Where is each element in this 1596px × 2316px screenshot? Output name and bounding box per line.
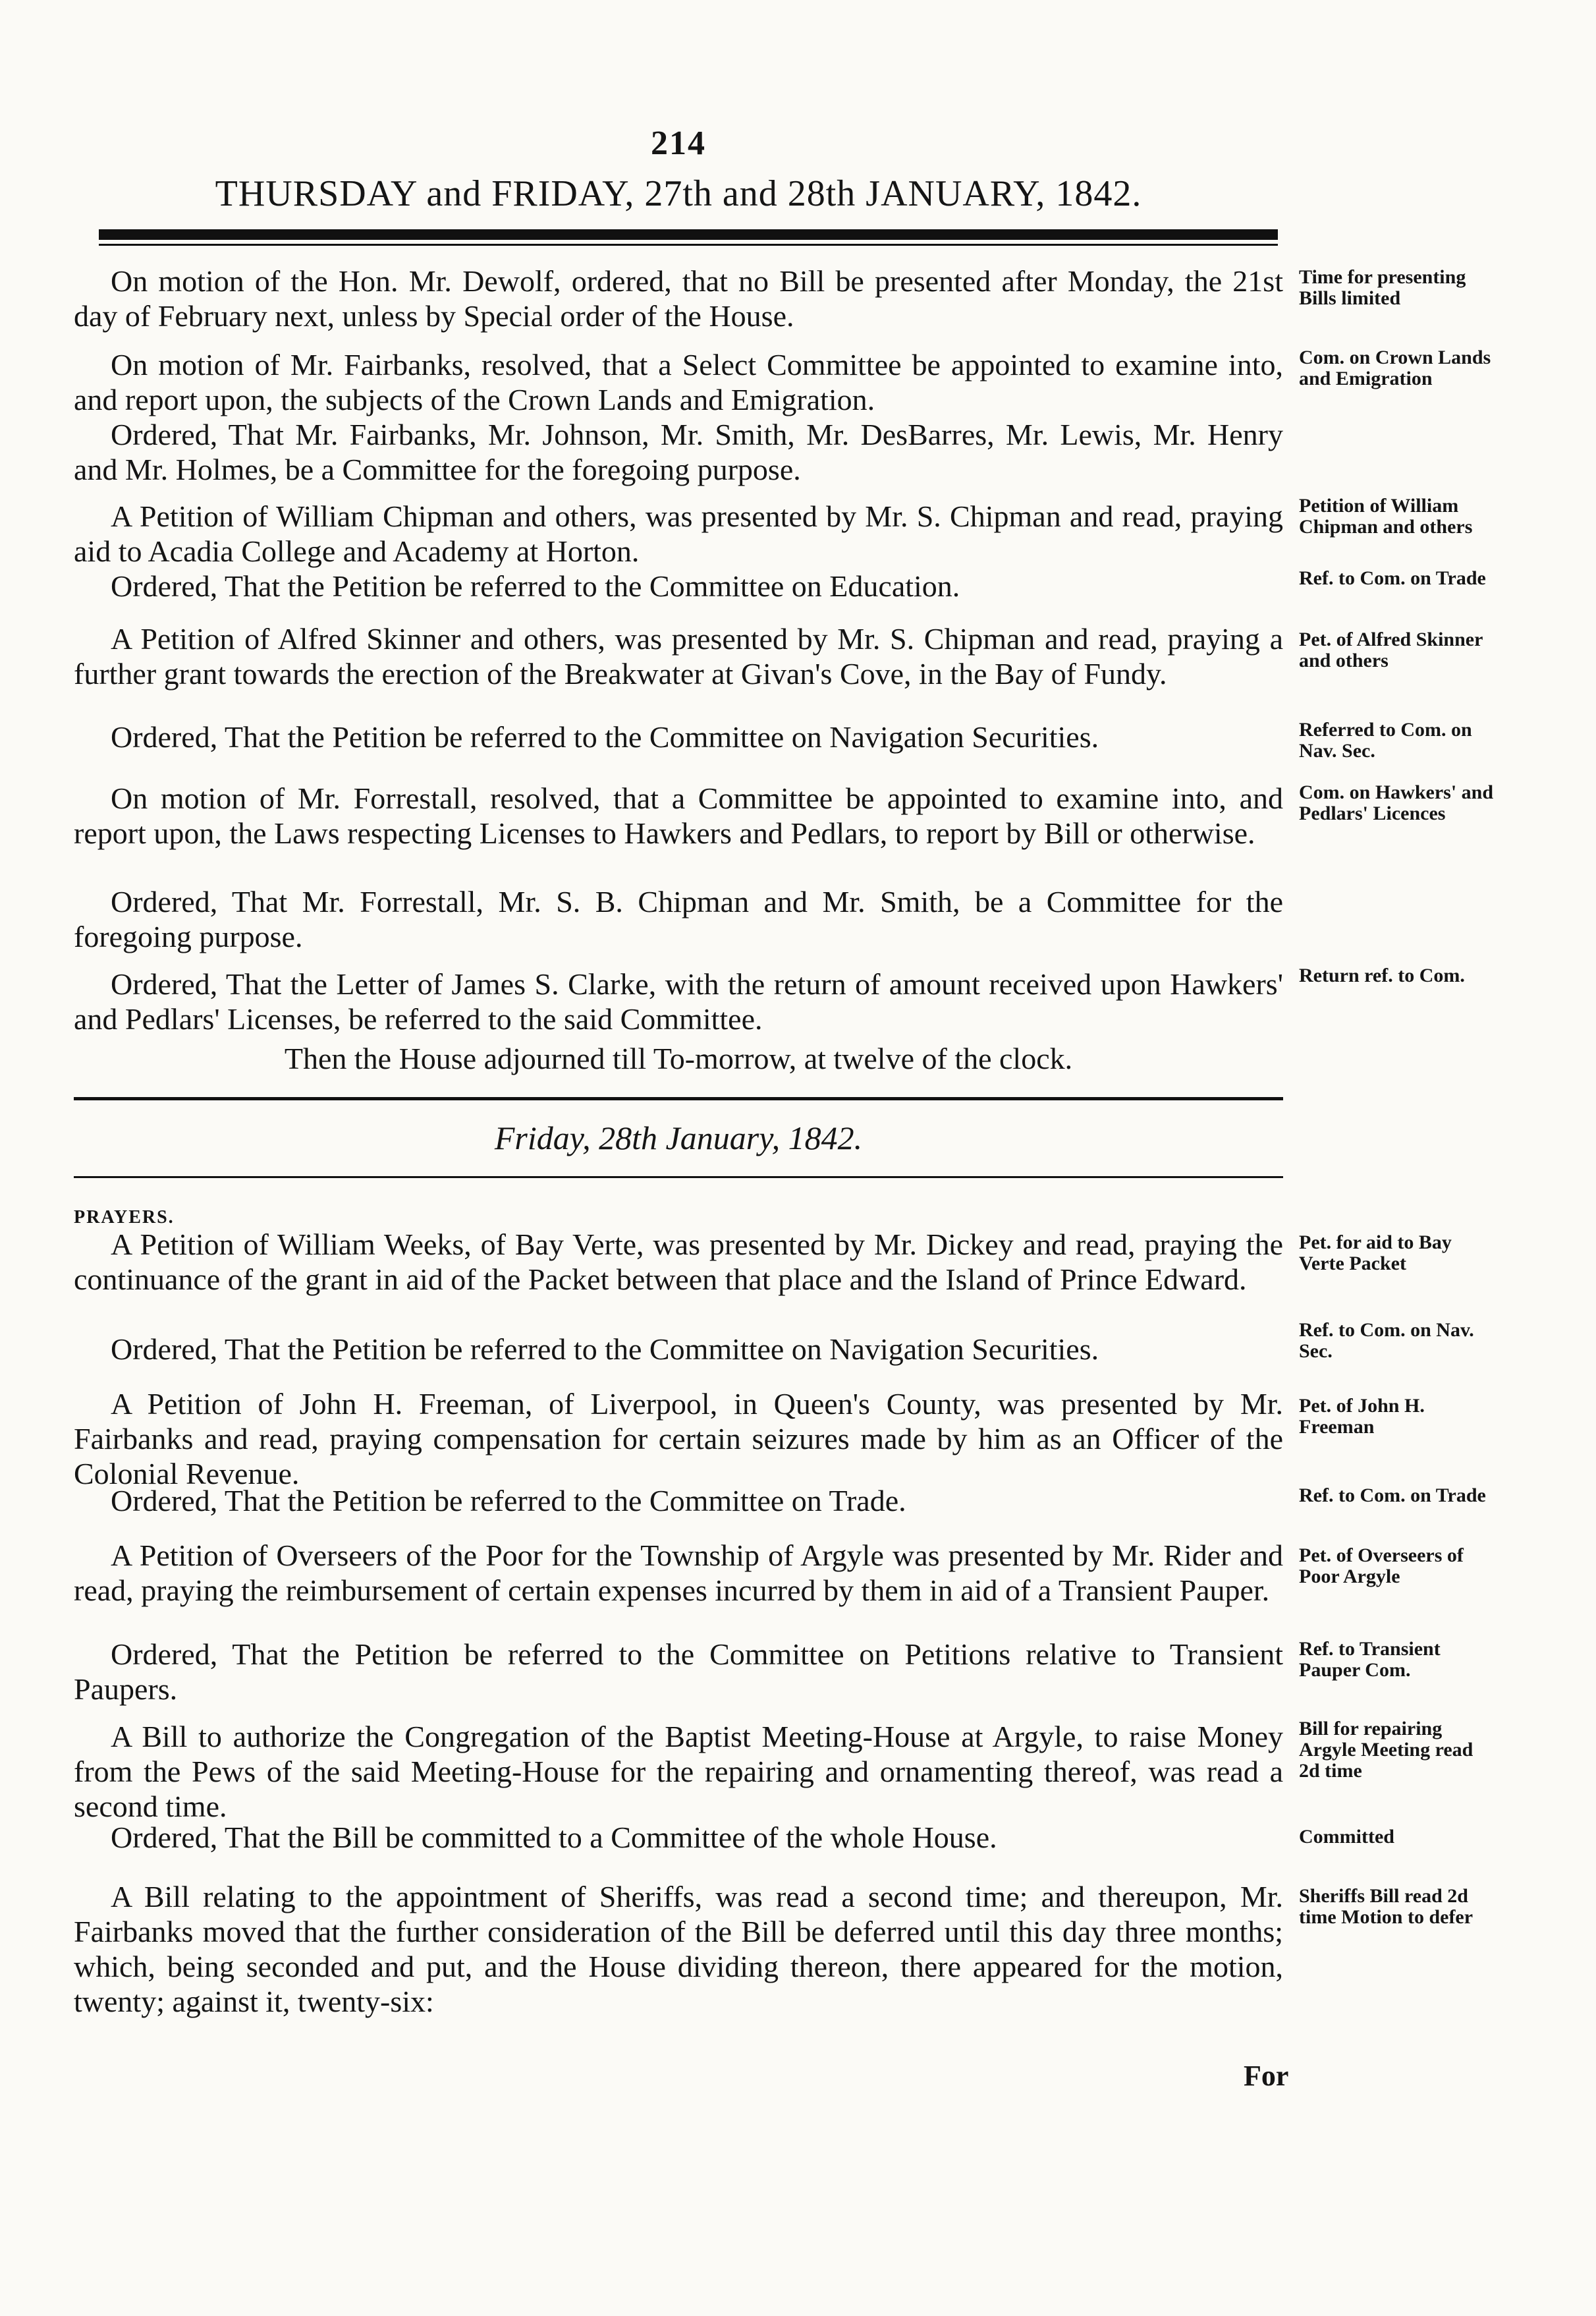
entry-argyle-committed xyxy=(74,1820,1283,1855)
prayers-label: PRAYERS. xyxy=(74,1207,175,1228)
entry-text: Ordered, That Mr. Forrestall, Mr. S. B. Chipman and Mr. Smith, be a Committee for the foregoing purpose. xyxy=(74,885,1283,953)
entry-crown-lands-committee xyxy=(74,417,1283,487)
margin-note: Pet. of Alfred Skinner and others xyxy=(1299,629,1483,671)
entry-fairbanks-crown-lands xyxy=(74,347,1283,417)
entry-text: Ordered, That the Letter of James S. Clarke, with the return of amount received upon Hawkers' and Pedlars' Licenses, be referred to the said Committee. xyxy=(74,967,1283,1036)
entry-argyle-bill xyxy=(74,1719,1283,1824)
margin-note: Ref. to Transient Pauper Com. xyxy=(1299,1638,1441,1681)
entry-forrestall-motion xyxy=(74,781,1283,851)
margin-note: Ref. to Com. on Trade xyxy=(1299,1484,1486,1506)
margin-note: Bill for repairing Argyle Meeting read 2d time xyxy=(1299,1718,1473,1782)
entry-text: A Petition of Overseers of the Poor for the Township of Argyle was presented by Mr. Rider and read, praying the reimbursement of certain expenses incurred by them in aid of a Transient Pauper. xyxy=(74,1539,1283,1607)
margin-note: Referred to Com. on Nav. Sec. xyxy=(1299,719,1472,762)
entry-text: A Petition of John H. Freeman, of Liverpool, in Queen's County, was presented by Mr. Fairbanks and read, praying compensation for certain seizures made by him as an Officer of the Colonial Revenue. xyxy=(74,1387,1283,1490)
entry-overseers-referral xyxy=(74,1637,1283,1707)
entry-weeks-petition xyxy=(74,1227,1283,1297)
margin-note: Pet. of John H. Freeman xyxy=(1299,1395,1425,1438)
margin-note: Com. on Hawkers' and Pedlars' Licences xyxy=(1299,781,1494,824)
entry-text: Ordered, That the Petition be referred to the Committee on Navigation Securities. xyxy=(111,1332,1099,1366)
header-rule-thick xyxy=(99,229,1278,240)
entry-text: A Petition of Alfred Skinner and others, was presented by Mr. S. Chipman and read, praying a further grant towards the erection of the Breakwater at Givan's Cove, in the Bay of Fundy. xyxy=(74,622,1283,691)
entry-text: Ordered, That Mr. Fairbanks, Mr. Johnson, Mr. Smith, Mr. DesBarres, Mr. Lewis, Mr. Henry and Mr. Holmes, be a Committee for the foregoing purpose. xyxy=(74,418,1283,486)
entry-text: Then the House adjourned till To-morrow, at twelve of the clock. xyxy=(284,1042,1073,1075)
entry-text: On motion of Mr. Forrestall, resolved, that a Committee be appointed to examine into, and report upon, the Laws respecting Licenses to Hawkers and Pedlars, to report by Bill or otherwise. xyxy=(74,781,1283,850)
margin-note: Return ref. to Com. xyxy=(1299,965,1465,986)
entry-text: Ordered, That the Petition be referred to the Committee on Education. xyxy=(111,569,960,603)
section-divider xyxy=(74,1176,1283,1178)
entry-freeman-petition xyxy=(74,1386,1283,1491)
entry-skinner-petition xyxy=(74,621,1283,691)
page-number: 214 xyxy=(651,125,706,162)
entry-text: Ordered, That the Petition be referred to the Committee on Trade. xyxy=(111,1484,906,1517)
entry-text: On motion of the Hon. Mr. Dewolf, ordered, that no Bill be presented after Monday, the 21st day of February next, unless by Special order of the House. xyxy=(74,264,1283,333)
entry-skinner-referral xyxy=(74,720,1283,754)
entry-dewolf-motion xyxy=(74,264,1283,333)
entry-sheriffs-bill xyxy=(74,1879,1283,2019)
entry-chipman-petition xyxy=(74,499,1283,569)
header-rule-thin xyxy=(99,244,1278,246)
entry-freeman-referral xyxy=(74,1483,1283,1518)
entry-text: A Petition of William Chipman and others, was presented by Mr. S. Chipman and read, praying aid to Acadia College and Academy at Horton. xyxy=(74,499,1283,568)
entry-forrestall-committee xyxy=(74,884,1283,954)
entry-overseers-petition xyxy=(74,1538,1283,1608)
entry-text: On motion of Mr. Fairbanks, resolved, that a Select Committee be appointed to examine into, and report upon, the subjects of the Crown Lands and Emigration. xyxy=(74,348,1283,416)
entry-text: A Petition of William Weeks, of Bay Verte, was presented by Mr. Dickey and read, praying the continuance of the grant in aid of the Packet between that place and the Island of Prince Edward. xyxy=(74,1228,1283,1296)
running-title: THURSDAY and FRIDAY, 27th and 28th JANUARY, 1842. xyxy=(215,173,1142,214)
entry-clarke-letter xyxy=(74,967,1283,1036)
entry-weeks-referral xyxy=(74,1332,1283,1367)
catchword: For xyxy=(1244,2060,1289,2092)
entry-text: Ordered, That the Bill be committed to a Committee of the whole House. xyxy=(111,1821,997,1854)
margin-note: Pet. of Overseers of Poor Argyle xyxy=(1299,1544,1464,1587)
margin-note: Pet. for aid to Bay Verte Packet xyxy=(1299,1231,1452,1274)
margin-note: Ref. to Com. on Nav. Sec. xyxy=(1299,1319,1474,1362)
entry-text: Ordered, That the Petition be referred to the Committee on Petitions relative to Transient Paupers. xyxy=(74,1637,1283,1706)
entry-text: A Bill to authorize the Congregation of the Baptist Meeting-House at Argyle, to raise Money from the Pews of the said Meeting-House for the repairing and ornamenting thereof, was read a second time. xyxy=(74,1720,1283,1823)
entry-text: A Bill relating to the appointment of Sheriffs, was read a second time; and thereupon, Mr. Fairbanks moved that the further consideration of the Bill be deferred until this day three months; which, being seconded and put, and the House dividing thereon, there appeared for the motion, twenty; against it, twenty-six: xyxy=(74,1880,1283,2018)
margin-note: Time for presenting Bills limited xyxy=(1299,266,1466,309)
entry-text: Ordered, That the Petition be referred to the Committee on Navigation Securities. xyxy=(111,720,1099,754)
entry-adjournment xyxy=(74,1041,1283,1076)
day-heading-friday: Friday, 28th January, 1842. xyxy=(494,1119,863,1156)
margin-note: Com. on Crown Lands and Emigration xyxy=(1299,347,1491,389)
entry-chipman-referral xyxy=(74,569,1283,604)
margin-note: Ref. to Com. on Trade xyxy=(1299,567,1486,589)
margin-note: Petition of William Chipman and others xyxy=(1299,495,1473,538)
margin-note: Committed xyxy=(1299,1826,1394,1848)
margin-note: Sheriffs Bill read 2d time Motion to defer xyxy=(1299,1885,1473,1928)
section-divider xyxy=(74,1097,1283,1100)
